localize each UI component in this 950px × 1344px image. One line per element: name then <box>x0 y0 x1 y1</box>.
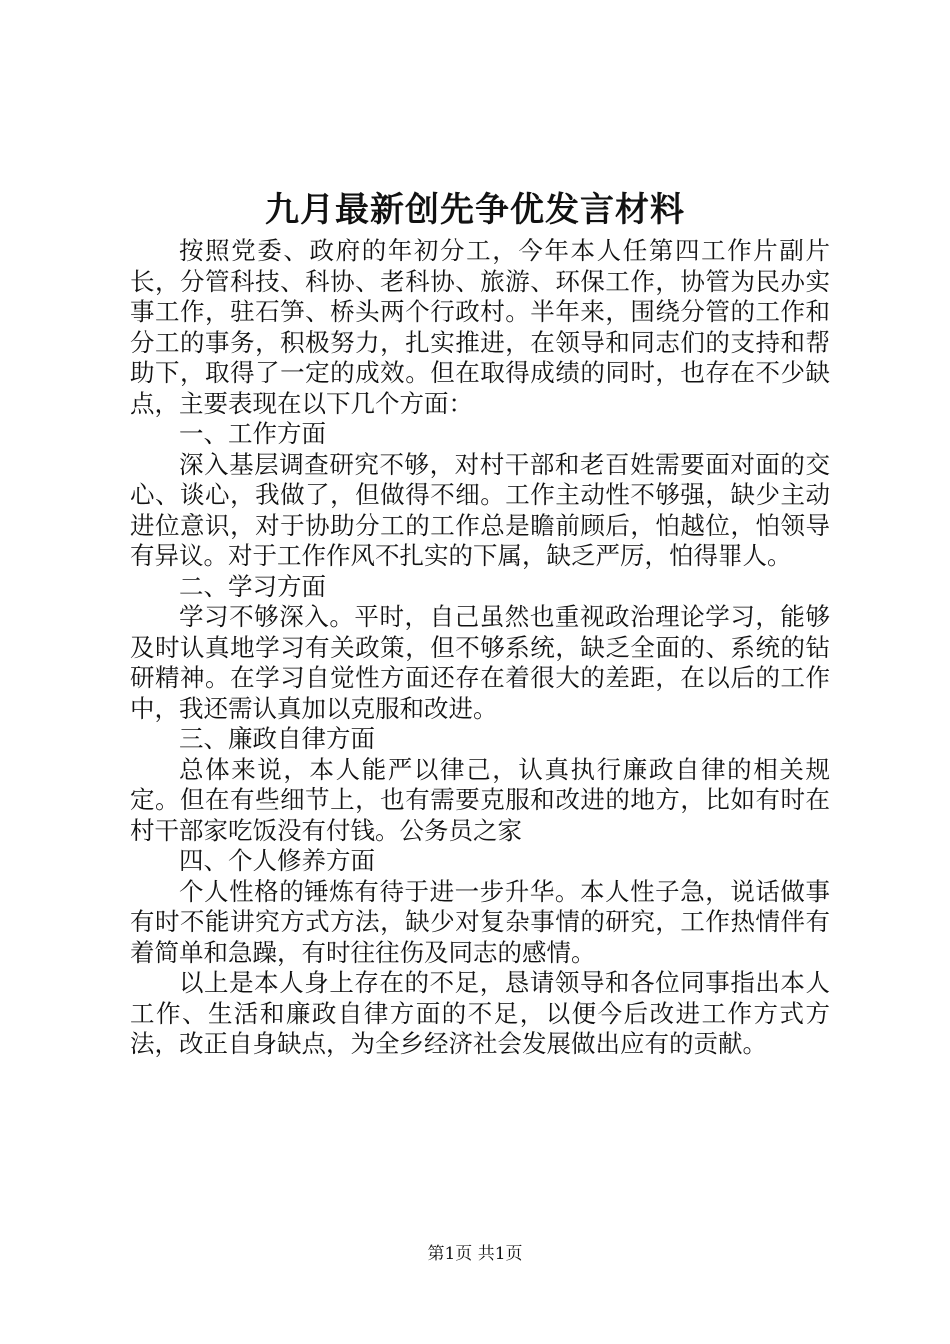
paragraph-cultivation: 个人性格的锤炼有待于进一步升华。本人性子急，说话做事有时不能讲究方式方法，缺少对复杂事情的研究，工作热情伴有着简单和急躁，有时往往伤及同志的感情。 <box>130 876 830 967</box>
paragraph-study: 学习不够深入。平时，自己虽然也重视政治理论学习，能够及时认真地学习有关政策，但不够系统，缺乏全面的、系统的钻研精神。在学习自觉性方面还存在着很大的差距，在以后的工作中，我还需认真加以克服和改进。 <box>130 602 830 723</box>
paragraph-intro: 按照党委、政府的年初分工，今年本人任第四工作片副片长，分管科技、科协、老科协、旅游、环保工作，协管为民办实事工作，驻石笋、桥头两个行政村。半年来，围绕分管的工作和分工的事务，积极努力，扎实推进，在领导和同志们的支持和帮助下，取得了一定的成效。但在取得成绩的同时，也存在不少缺点，主要表现在以下几个方面： <box>130 236 830 418</box>
section-heading-integrity: 三、廉政自律方面 <box>179 724 375 753</box>
document-body <box>130 236 830 1060</box>
document-title: 九月最新创先争优发言材料 <box>265 190 685 230</box>
paragraph-integrity: 总体来说，本人能严以律己，认真执行廉政自律的相关规定。但在有些细节上，也有需要克服和改进的地方，比如有时在村干部家吃饭没有付钱。公务员之家 <box>130 754 830 845</box>
section-heading-study: 二、学习方面 <box>179 571 326 601</box>
section-heading-cultivation: 四、个人修养方面 <box>179 846 375 875</box>
section-heading-work: 一、工作方面 <box>179 419 326 448</box>
page-footer: 第1页 共1页 <box>427 1244 523 1264</box>
paragraph-work: 深入基层调查研究不够，对村干部和老百姓需要面对面的交心、谈心，我做了，但做得不细。工作主动性不够强，缺少主动进位意识，对于协助分工的工作总是瞻前顾后，怕越位，怕领导有异议。对于工作作风不扎实的下属，缺乏严厉，怕得罪人。 <box>130 449 830 570</box>
paragraph-conclusion: 以上是本人身上存在的不足，恳请领导和各位同事指出本人工作、生活和廉政自律方面的不足，以便今后改进工作方式方法，改正自身缺点，为全乡经济社会发展做出应有的贡献。 <box>130 968 830 1058</box>
